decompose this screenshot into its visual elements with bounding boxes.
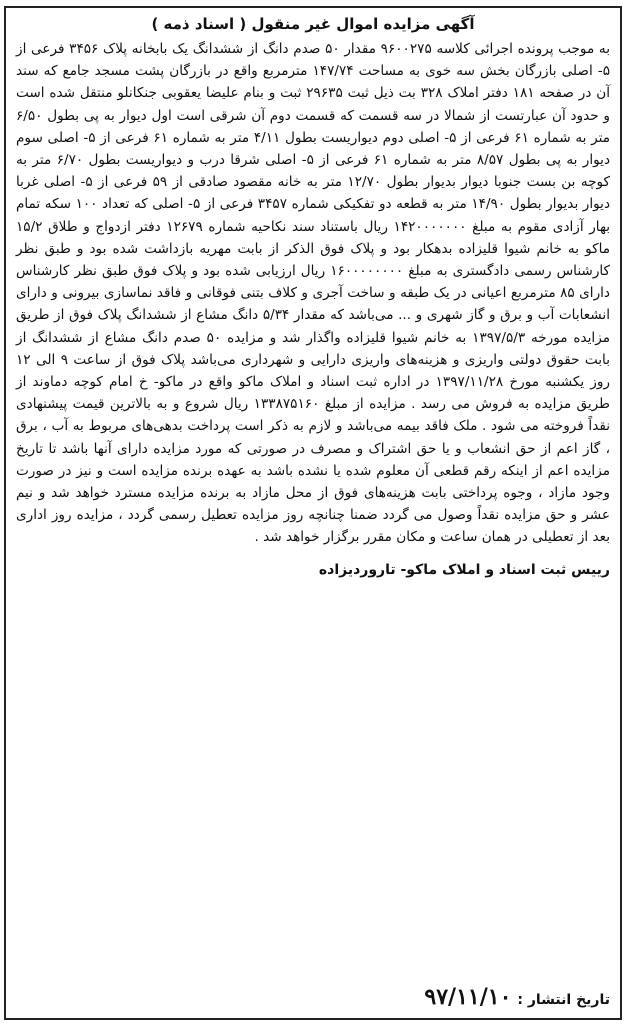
notice-body: به موجب پرونده اجرائی کلاسه ۹۶۰۰۲۷۵ مقدار ۵۰ صدم دانگ از ششدانگ یک بابخانه پلاک ۳۴۵۶ فرعی از ۵- اصلی بازرگان بخش سه خوی به مساحت ۱۴۷/۷۴ مترمربع واقع در بازرگان پشت مسجد جامع که سند آن در صفحه ۱۸۱ دفتر املاک ۳۲۸ بت ذیل ثبت ۲۹۶۳۵ ثبت و بنام علیضا یعقوبی جنکانلو منتقل شده است و حدود آن عبارتست از شمالا در سه قسمت که قسمت دوم آن شرقی است اول دیوار به پی بطول ۶/۵۰ متر به شماره ۶۱ فرعی از ۵- اصلی دوم دیواریست بطول ۴/۱۱ متر به شماره ۶۱ فرعی از ۵- اصلی سوم دیوار به پی بطول ۸/۵۷ متر به شماره ۶۱ فرعی از ۵- اصلی شرقا درب و دیواریست بطول ۶/۷۰ متر به کوچه بن بست جنوبا دیوار بدیوار بطول ۱۲/۷۰ متر به خانه مقصود صادقی از ۵۹ فرعی از ۵- اصلی غربا دیوار بدیوار بطول ۱۴/۹۰ متر به قطعه دو تفکیکی شماره ۳۴۵۷ فرعی از ۵- اصلی که تعداد ۱۰۰ سکه تمام بهار آزادی مقوم به مبلغ ۱۴۲۰۰۰۰۰۰۰ ریال باستناد سند نکاحیه شماره ۱۲۶۷۹ دفتر ازدواج و طلاق ۱۵/۲ ماکو به خانم شیوا قلیزاده بدهکار بود و پلاک فوق الذکر از بابت مهریه بازداشت شده بود و طبق نظر کارشناس رسمی دادگستری به مبلغ ۱۶۰۰۰۰۰۰۰۰ ریال ارزیابی شده بود و پلاک فوق طبق نظر کارشناس دارای ۸۵ مترمربع اعیانی در یک طبقه و ساخت آجری و کلاف بتنی فوقانی و فاقد نماسازی بیرونی و دارای انشعابات آب و برق و گاز شهری و ... می‌باشد که مقدار ۵/۳۴ دانگ مشاع از ششدانگ پلاک فوق از طریق مزایده مورخه ۱۳۹۷/۵/۳ به خانم شیوا قلیزاده واگذار شد و مزایده ۵۰ صدم دانگ مشاع از ششدانگ از بابت حقوق دولتی واریزی و هزینه‌های واریزی دارایی و شهرداری می‌باشد پلاک فوق از ساعت ۹ الی ۱۲ روز یکشنبه مورخ ۱۳۹۷/۱۱/۲۸ در اداره ثبت اسناد و املاک ماکو واقع در ماکو- خ امام کوچه دماوند از طریق مزایده به فروش می رسد . مزایده از مبلغ ۱۳۳۸۷۵۱۶۰ ریال شروع و به بالاترین قیمت پیشنهادی نقداً فروخته می شود . ملک فاقد بیمه می‌باشد و لازم به ذکر است پرداخت بدهی‌های مربوط به آب ، برق ، گاز اعم از حق انشعاب و یا حق اشتراک و مصرف در صورتی که مورد مزایده دارای آنها باشد تا تاریخ مزایده اعم از اینکه رقم قطعی آن معلوم شده یا نشده باشد به عهده برنده مزایده است و نیز در صورت وجود مازاد ، وجوه پرداختی بابت هزینه‌های فوق از محل مازاد به برنده مزایده مسترد خواهد شد و نیم عشر و حق مزایده نقداً وصول می گردد ضمنا چنانچه روز مزایده تعطیل رسمی گردد ، مزایده روز اداری بعد از تعطیلی در همان ساعت و مکان مقرر برگزار خواهد شد .	[16, 41, 611, 546]
publish-date	[424, 984, 610, 1010]
publish-date-value: ۹۷/۱۱/۱۰	[424, 984, 512, 1010]
notice-signature: رییس ثبت اسناد و املاک ماکو- تاروردیزاده	[318, 561, 610, 578]
notice-title: آگهی مزایده اموال غیر منقول ( اسناد ذمه )	[151, 15, 475, 33]
notice-border	[4, 6, 622, 1020]
publish-date-label: تاریخ انتشار :	[517, 992, 610, 1008]
